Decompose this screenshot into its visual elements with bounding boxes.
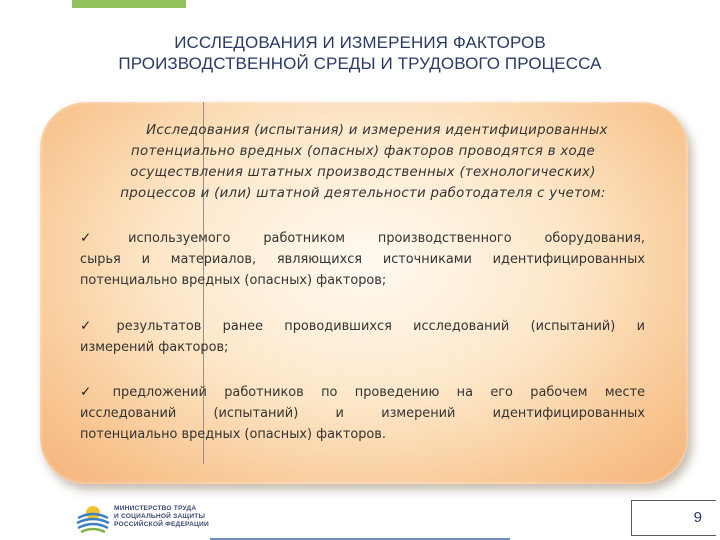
list-item-text: используемого работником производственного оборудования, <box>128 231 645 246</box>
list-item-text: предложений работников по проведению на его рабочем месте <box>112 385 646 400</box>
checkmark-icon: ✓ <box>80 230 121 246</box>
ministry-name-line-3: РОССИЙСКОЙ ФЕДЕРАЦИИ <box>114 521 209 528</box>
lead-line-3: осуществления штатных производственных (технологических) <box>130 165 596 180</box>
list-item <box>80 382 645 445</box>
lead-paragraph <box>78 120 648 204</box>
ministry-logo-icon <box>74 500 112 534</box>
list-item-line: измерений факторов; <box>80 340 229 355</box>
lead-line-2: потенциально вредных (опасных) факторов проводятся в ходе <box>131 144 595 159</box>
page-title <box>40 32 680 74</box>
page-title-line-2: ПРОИЗВОДСТВЕННОЙ СРЕДЫ И ТРУДОВОГО ПРОЦЕССА <box>118 54 602 73</box>
ministry-name <box>114 505 209 529</box>
list-item-line <box>80 228 645 249</box>
ministry-name-line-1: МИНИСТЕРСТВО ТРУДА <box>114 505 197 512</box>
list-item <box>80 228 645 291</box>
lead-line-4: процессов и (или) штатной деятельности работодателя с учетом: <box>120 186 606 201</box>
checkmark-icon: ✓ <box>80 318 109 334</box>
list-item-line <box>80 382 645 403</box>
checkmark-icon: ✓ <box>80 384 105 400</box>
list-item-line: исследований (испытаний) и измерений идентифицированных <box>80 406 645 421</box>
page-number: 9 <box>693 509 702 526</box>
lead-line-1: Исследования (испытания) и измерения идентифицированных <box>146 123 608 138</box>
list-item-line: потенциально вредных (опасных) факторов. <box>80 427 386 442</box>
list-item-line: сырья и материалов, являющихся источниками идентифицированных <box>80 252 645 267</box>
ministry-name-line-2: И СОЦИАЛЬНОЙ ЗАЩИТЫ <box>114 513 206 520</box>
page-number-box <box>631 500 716 536</box>
list-item <box>80 316 645 358</box>
top-accent-bar <box>72 0 186 8</box>
page-title-line-1: ИССЛЕДОВАНИЯ И ИЗМЕРЕНИЯ ФАКТОРОВ <box>174 33 546 52</box>
list-item-text: результатов ранее проводившихся исследований (испытаний) и <box>116 319 645 334</box>
list-item-line <box>80 316 645 337</box>
list-item-line: потенциально вредных (опасных) факторов; <box>80 273 387 288</box>
